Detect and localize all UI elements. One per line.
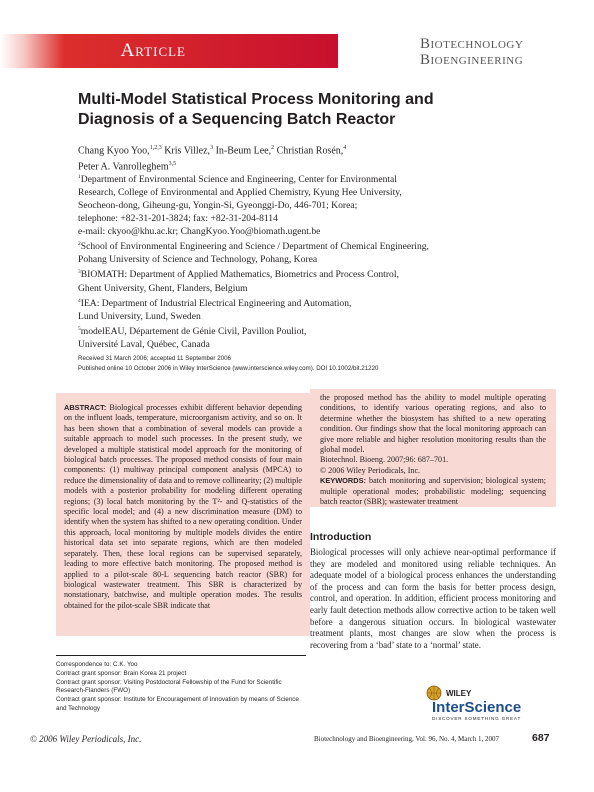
- author-affil-sup: 4: [343, 145, 347, 151]
- publication-dates: [78, 354, 518, 374]
- author-name: Peter A. Vanrolleghem: [78, 161, 169, 173]
- published-online: Published online 10 October 2006 in Wiley InterScience (www.interscience.wiley.com). DOI 10.1002/bit.21220: [78, 365, 379, 372]
- footnotes: [56, 661, 306, 714]
- interscience-wordmark: InterScience: [432, 699, 522, 716]
- affiliation-1: $^1$Department of Environmental Science and Engineering, Center for Environmental Research, College of Environmental and Applied Chemistry, Kyung Hee University, Seocheon-dong, Giheung-gu, Yongin-Si, Gyeonggi-Do, 446-701; Korea; telephone: +82-31-201-3824; fax: +82-31-204-8114 e-mail: ckyoo@khu.ac.kr; ChangKyoo.Yoo@biomath.ugent.be: [78, 174, 402, 238]
- keywords: [320, 476, 546, 507]
- keywords-label: KEYWORDS:: [320, 476, 366, 486]
- abstract-text-right: the proposed method has the ability to model multiple operating conditions, to identify various operating regions, and also to determine whether the biosystem has shifted to a new operating condition. Our findings show that the local monitoring approach can give more reliable and higher resolution monitoring results than the global model.: [320, 393, 546, 455]
- author-affil-sup: 2: [271, 145, 275, 151]
- interscience-globe-icon: [418, 683, 558, 723]
- keywords-text: batch monitoring and supervision; biological system; multiple operational modes; probabilistic modeling; sequencing batch reactor (SBR); wastewater treatment: [320, 476, 546, 507]
- abstract-text-left: Biological processes exhibit different behavior depending on the influent loads, temperature, microorganism activity, and so on. It has been shown that a combination of several models can provide a suitable approach to model such processes. In the present study, we developed a multiple statistical model approach for the monitoring of biological batch processes. The proposed method consists of four main components: (1) multiway principal component analysis (MPCA) to reduce the dimensionality of data and to remove collinearity; (2) multiple models with a posterior probability for modeling different operating regions; (3) local batch monitoring by the T²- and Q-statistics of the specific local model; and (4) a new discrimination measure (DM) to identify when the system has shifted to a new operating condition. Under this approach, local monitoring by multiple models divides the entire historical data set into separate regions, which are then modeled separately. Then, these local regions can be supervised separately, leading to more effective batch monitoring. The proposed method is applied to a pilot-scale 80-L sequencing batch reactor (SBR) for biological wastewater treatment. This SBR is characterized by nonstationary, batchwise, and multiple operation modes. The results obtained for the pilot-scale SBR indicate that: [64, 403, 302, 610]
- abstract-copyright: © 2006 Wiley Periodicals, Inc.: [320, 465, 421, 475]
- footnote-correspondence: Correspondence to: C.K. Yoo: [56, 661, 138, 668]
- footnote-grant: Contract grant sponsor: Visiting Postdoctoral Fellowship of the Fund for Scientific Research-Flanders (FWO): [56, 678, 282, 695]
- footer-journal-reference: Biotechnology and Bioengineering, Vol. 96, No. 4, March 1, 2007: [314, 735, 500, 743]
- affiliation-3: $^3$BIOMATH: Department of Applied Mathematics, Biometrics and Process Control, Ghent University, Ghent, Flanders, Belgium: [78, 269, 399, 294]
- author-name: Chang Kyoo Yoo,: [78, 145, 150, 157]
- footnote-grant: Contract grant sponsor: Brain Korea 21 project: [56, 669, 187, 677]
- wiley-wordmark: WILEY: [446, 689, 472, 698]
- journal-logo: [420, 36, 560, 68]
- wiley-interscience-logo: [418, 683, 558, 723]
- footer-copyright: © 2006 Wiley Periodicals, Inc.: [30, 734, 142, 744]
- section-heading-introduction: Introduction: [310, 531, 372, 543]
- introduction-paragraph: Biological processes will only achieve near-optimal performance if they are modeled and monitored using reliable techniques. An adequate model of a biological process enhances the understanding of the process and can form the basis for better process design, control, and operation. In addition, efficient process monitoring and early fault detection methods allow corrective action to be taken well before a dangerous situation occurs. In biological wastewater treatment plants, most changes are slow when the process is recovering from a ‘bad’ state to a ‘normal’ state.: [310, 547, 556, 650]
- affiliation-4: $^4$IEA: Department of Industrial Electrical Engineering and Automation, Lund University, Lund, Sweden: [78, 297, 352, 322]
- paper-title: [78, 90, 498, 130]
- author-list: [78, 142, 498, 174]
- abstract-citation: Biotechnol. Bioeng. 2007;96: 687–701.: [320, 455, 449, 465]
- footnote-grant: Contract grant sponsor: Institute for Encouragement of Innovation by means of Science and Technology: [56, 696, 299, 712]
- interscience-tagline: DISCOVER SOMETHING GREAT: [432, 716, 522, 721]
- received-date: Received 31 March 2006; accepted 11 September 2006: [78, 355, 231, 362]
- footnote-rule: [56, 655, 306, 656]
- affiliation-5: $^5$modelEAU, Département de Génie Civil, Pavillon Pouliot, Université Laval, Québec, Canada: [78, 325, 307, 350]
- abstract-left-column: [56, 393, 310, 636]
- article-type-banner: [0, 34, 338, 68]
- author-name: In-Beum Lee,: [215, 145, 272, 157]
- journal-logo-line1: Biotechnology: [420, 36, 524, 52]
- affiliation-2: $^2$School of Environmental Engineering and Science / Department of Chemical Engineering, Pohang University of Science and Technology, Pohang, Korea: [78, 241, 429, 266]
- affiliations: [78, 171, 498, 351]
- abstract-right-column: [310, 389, 556, 507]
- journal-logo-line2: Bioengineering: [420, 52, 524, 68]
- article-type-label: Article: [120, 40, 186, 61]
- author-affil-sup: 1,2,3: [149, 145, 162, 151]
- page-number: 687: [532, 732, 550, 744]
- abstract-label: ABSTRACT:: [64, 403, 107, 412]
- paper-title-line1: Multi-Model Statistical Process Monitoring and: [78, 91, 434, 108]
- author-name: Kris Villez,: [164, 145, 211, 157]
- author-affil-sup: 3: [210, 145, 214, 151]
- paper-title-line2: Diagnosis of a Sequencing Batch Reactor: [78, 111, 396, 128]
- author-name: Christian Rosén,: [276, 145, 344, 157]
- author-affil-sup: 3,5: [168, 160, 177, 167]
